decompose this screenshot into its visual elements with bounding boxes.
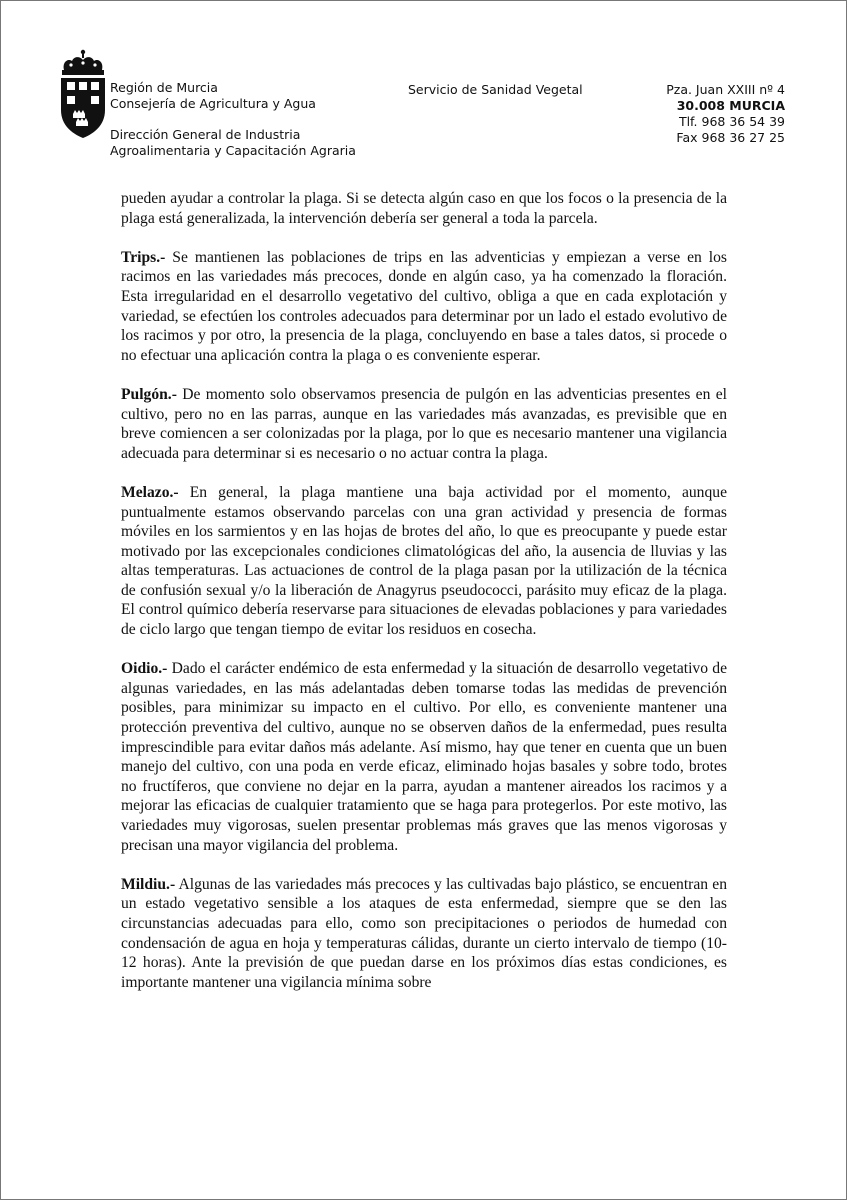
section-oidio (121, 659, 727, 855)
region-name: Región de Murcia (110, 80, 218, 95)
phone-number: Tlf. 968 36 54 39 (678, 114, 785, 129)
header-contact (666, 82, 785, 146)
section-term: Oidio.- (121, 660, 168, 678)
header-directorate (110, 127, 356, 159)
document-body (121, 189, 727, 1012)
section-text: Se mantienen las poblaciones de trips en las adventicias y empiezan a verse en los racimos en las variedades más precoces, donde en algún caso, ya ha comenzado la floración. Esta irregularidad en el desarrollo vegetativo del cultivo, obliga a que en cada explotación y variedad, se efectúen los controles adecuados para determinar por un lado el estado evolutivo de los racimos y por otro, la presencia de la plaga, concluyendo en base a tales datos, si procede o no efectuar una aplicación contra la plaga o es conveniente esperar. (121, 248, 727, 364)
directorate-line-2: Agroalimentaria y Capacitación Agraria (110, 143, 356, 158)
service-name: Servicio de Sanidad Vegetal (408, 82, 583, 97)
section-trips (121, 248, 727, 366)
directorate-line-1: Dirección General de Industria (110, 127, 301, 142)
section-term: Melazo.- (121, 483, 179, 501)
section-term: Pulgón.- (121, 385, 177, 403)
section-term: Trips.- (121, 248, 166, 266)
section-melazo (121, 483, 727, 640)
section-pulgon (121, 385, 727, 463)
section-text: Dado el carácter endémico de esta enfermedad y la situación de desarrollo vegetativo de algunas variedades, en las más adelantadas deben tomarse todas las medidas de prevención posibles, para minimizar su impacto en el cultivo. Por ello, es conveniente mantener una protección preventiva del cultivo, aunque no se observen daños de la enfermedad, pues resulta imprescindible para evitar daños más adelante. Así mismo, hay que tener en cuenta que un buen manejo del cultivo, con una poda en verde eficaz, eliminado hojas basales y sobre todo, brotes no fructíferos, que conviene no dejar en la parra, ayudan a mantener aireados los racimos y a mejorar las eficacias de cualquier tratamiento que se haga para protegerlos. Por este motivo, las variedades muy vigorosas, suelen presentar problemas más graves que las menos vigorosas y precisan una mayor vigilancia del problema. (121, 660, 727, 854)
section-term: Mildiu.- (121, 875, 176, 893)
address-city: 30.008 MURCIA (676, 98, 785, 113)
header-institution (110, 80, 316, 112)
section-text: Algunas de las variedades más precoces y las cultivadas bajo plástico, se encuentran en un estado vegetativo sensible a los ataques de esta enfermedad, siempre que se den las circunstancias adecuadas para ello, como son precipitaciones o periodos de humedad con condensación de agua en hoja y temperaturas cálidas, durante un cierto intervalo de tiempo (10-12 horas). Ante la previsión de que puedan darse en los próximos días estas condiciones, es importante mantener una vigilancia mínima sobre (121, 875, 727, 991)
address-street: Pza. Juan XXIII nº 4 (666, 82, 785, 97)
section-mildiu (121, 875, 727, 993)
region-de-murcia-crest-icon (58, 48, 108, 140)
section-text: De momento solo observamos presencia de pulgón en las adventicias presentes en el cultivo, pero no en las parras, aunque en las variedades más avanzadas, es previsible que en breve comiencen a ser colonizadas por la plaga, por lo que es necesario mantener una vigilancia adecuada para determinar si es necesario o no actuar contra la plaga. (121, 385, 727, 462)
intro-paragraph: pueden ayudar a controlar la plaga. Si se detecta algún caso en que los focos o la presencia de la plaga está generalizada, la intervención debería ser general a toda la parcela. (121, 190, 727, 227)
section-text: En general, la plaga mantiene una baja actividad por el momento, aunque puntualmente estamos observando parcelas con una gran actividad y presencia de formas móviles en los sarmientos y en las hojas de brotes del año, lo que es preocupante y puede estar motivado por las excepcionales condiciones climatológicas del año, la ausencia de lluvias y las altas temperaturas. Las actuaciones de control de la plaga pasan por la utilización de la técnica de confusión sexual y/o la liberación de Anagyrus pseudococci, parásito muy eficaz de la plaga. El control químico debería reservarse para situaciones de elevadas poblaciones y para variedades de ciclo largo que tengan tiempo de evitar los residuos en cosecha. (121, 483, 727, 639)
fax-number: Fax 968 36 27 25 (676, 130, 785, 145)
ministry-name: Consejería de Agricultura y Agua (110, 96, 316, 111)
